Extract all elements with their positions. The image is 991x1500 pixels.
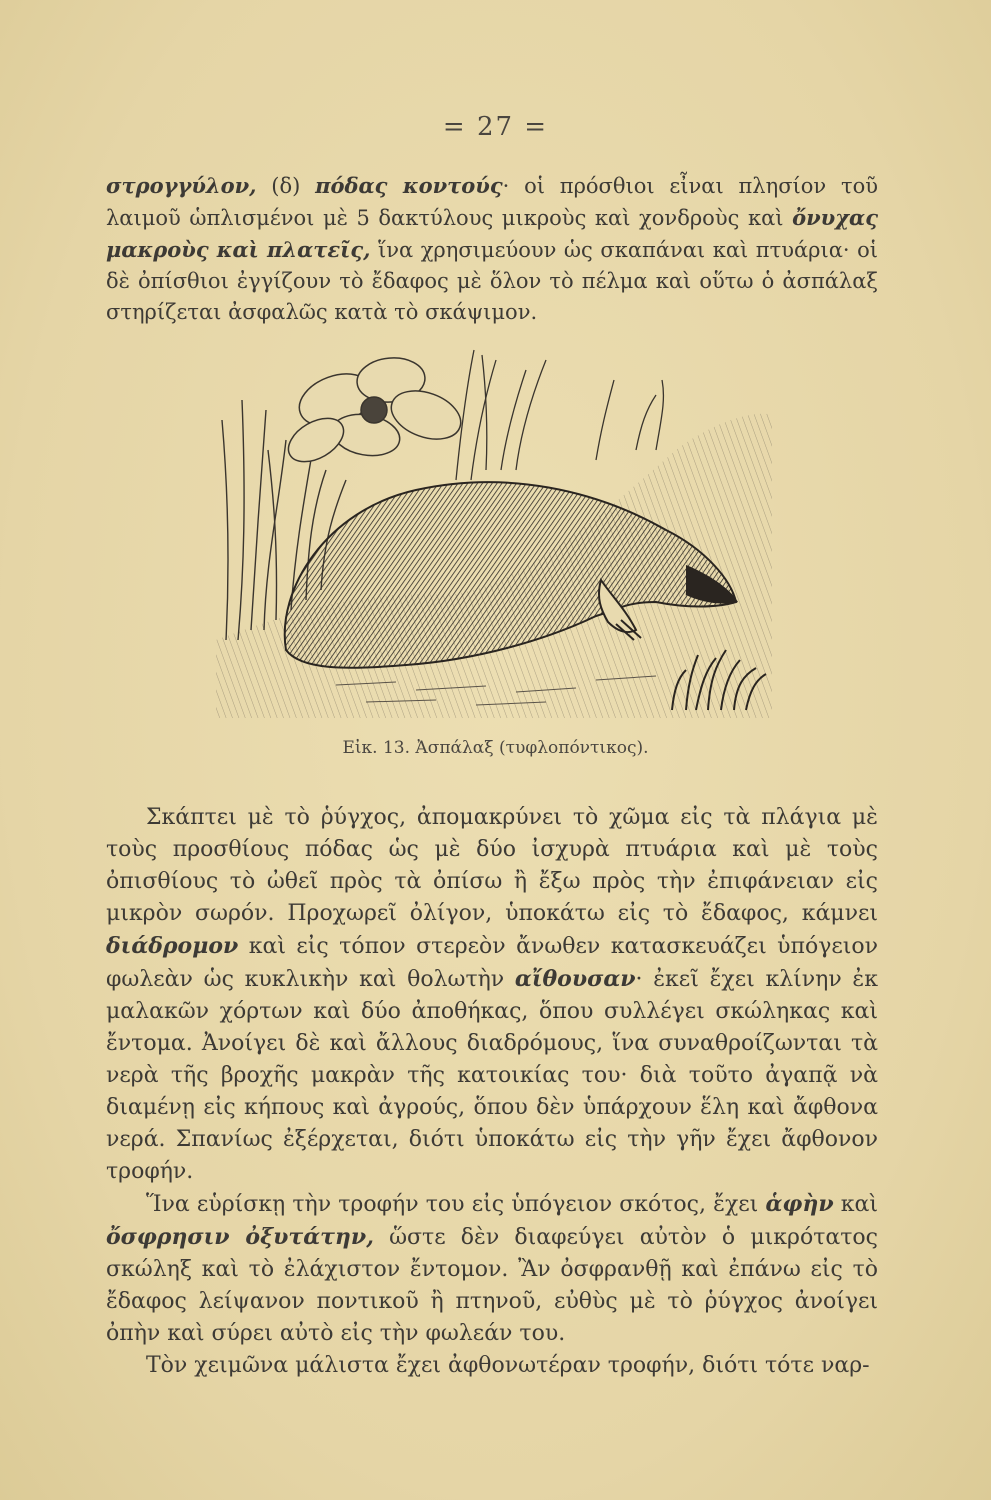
emphasis-corridor: διάδρομον [106, 933, 239, 959]
emphasis-claws: ὄνυχας μακροὺς καὶ πλατεῖς, [106, 205, 878, 262]
emphasis-round: στρογγύλον, [106, 173, 257, 198]
flower [281, 355, 467, 470]
mole-engraving-illustration [216, 340, 772, 718]
emphasis-short-legs: πόδας κοντούς [315, 173, 503, 198]
paragraph-3: Ἵνα εὑρίσκῃ τὴν τροφήν του εἰς ὑπόγειον σκότος, ἔχει ἁφὴν καὶ ὄσφρησιν ὀξυτάτην, ὥστε δὲν διαφεύγει αὐτὸν ὁ μικρότατος σκώληξ καὶ τὸ ἐλάχιστον ἔντομον. Ἂν ὀσφρανθῇ καὶ ἐπάνω εἰς τὸ ἔδαφος λείψανον ποντικοῦ ἢ πτηνοῦ, εὐθὺς μὲ τὸ ῥύγχος ἀνοίγει ὀπὴν καὶ σύρει αὐτὸ εἰς τὴν φωλεάν του. [106, 1191, 878, 1346]
figure-caption: Εἰκ. 13. Ἀσπάλαξ (τυφλοπόντικος). [342, 738, 649, 758]
paragraph-2: Σκάπτει μὲ τὸ ῥύγχος, ἀπομακρύνει τὸ χῶμα εἰς τὰ πλάγια μὲ τοὺς προσθίους πόδας ὡς μὲ δύο ἰσχυρὰ πτυάρια καὶ μὲ τοὺς ὀπισθίους τὸ ὠθεῖ πρὸς τὰ ὀπίσω ἢ ἔξω πρὸς τὴν ἐπιφάνειαν εἰς μικρὸν σωρόν. Προχωρεῖ ὀλίγον, ὑποκάτω εἰς τὸ ἔδαφος, κάμνει διάδρομον καὶ εἰς τόπον στερεὸν ἄνωθεν κατασκευάζει ὑπόγειον φωλεὰν ὡς κυκλικὴν καὶ θολωτὴν αἴθουσαν· ἐκεῖ ἔχει κλίνην ἐκ μαλακῶν χόρτων καὶ δύο ἀποθήκας, ὅπου συλλέγει σκώληκας καὶ ἔντομα. Ἀνοίγει δὲ καὶ ἄλλους διαδρόμους, ἵνα συναθροίζωνται τὰ νερὰ τῆς βροχῆς μακρὰν τῆς κατοικίας του· διὰ τοῦτο ἀγαπᾷ νὰ διαμένῃ εἰς κήπους καὶ ἀγρούς, ὅπου δὲν ὑπάρχουν ἕλη καὶ ἄφθονα νερά. Σπανίως ἐξέρχεται, διότι ὑποκάτω εἰς τὴν γῆν ἔχει ἄφθονον τροφήν. [106, 805, 878, 1184]
paragraph-1: στρογγύλον, (δ) πόδας κοντούς· οἱ πρόσθιοι εἶναι πλησίον τοῦ λαιμοῦ ὡπλισμένοι μὲ 5 δακτύλους μικροὺς καὶ χονδροὺς καὶ ὄνυχας μακροὺς καὶ πλατεῖς, ἵνα χρησιμεύουν ὡς σκαπάναι καὶ πτυάρια· οἱ δὲ ὀπίσθιοι ἐγγίζουν τὸ ἔδαφος μὲ ὅλον τὸ πέλμα καὶ οὕτω ὁ ἀσπάλαξ στηρίζεται ἀσφαλῶς κατὰ τὸ σκάψιμον. [106, 173, 878, 324]
body-text [106, 802, 878, 1382]
emphasis-chamber: αἴθουσαν [514, 966, 636, 992]
emphasis-smell: ὄσφρησιν ὀξυτάτην, [106, 1224, 374, 1250]
page-number: = 27 = [442, 112, 549, 142]
grass-center [456, 350, 663, 480]
paragraph-4: Τὸν χειμῶνα μάλιστα ἔχει ἀφθονωτέραν τροφήν, διότι τότε ναρ- [146, 1353, 870, 1378]
emphasis-touch: ἁφὴν [765, 1191, 834, 1217]
